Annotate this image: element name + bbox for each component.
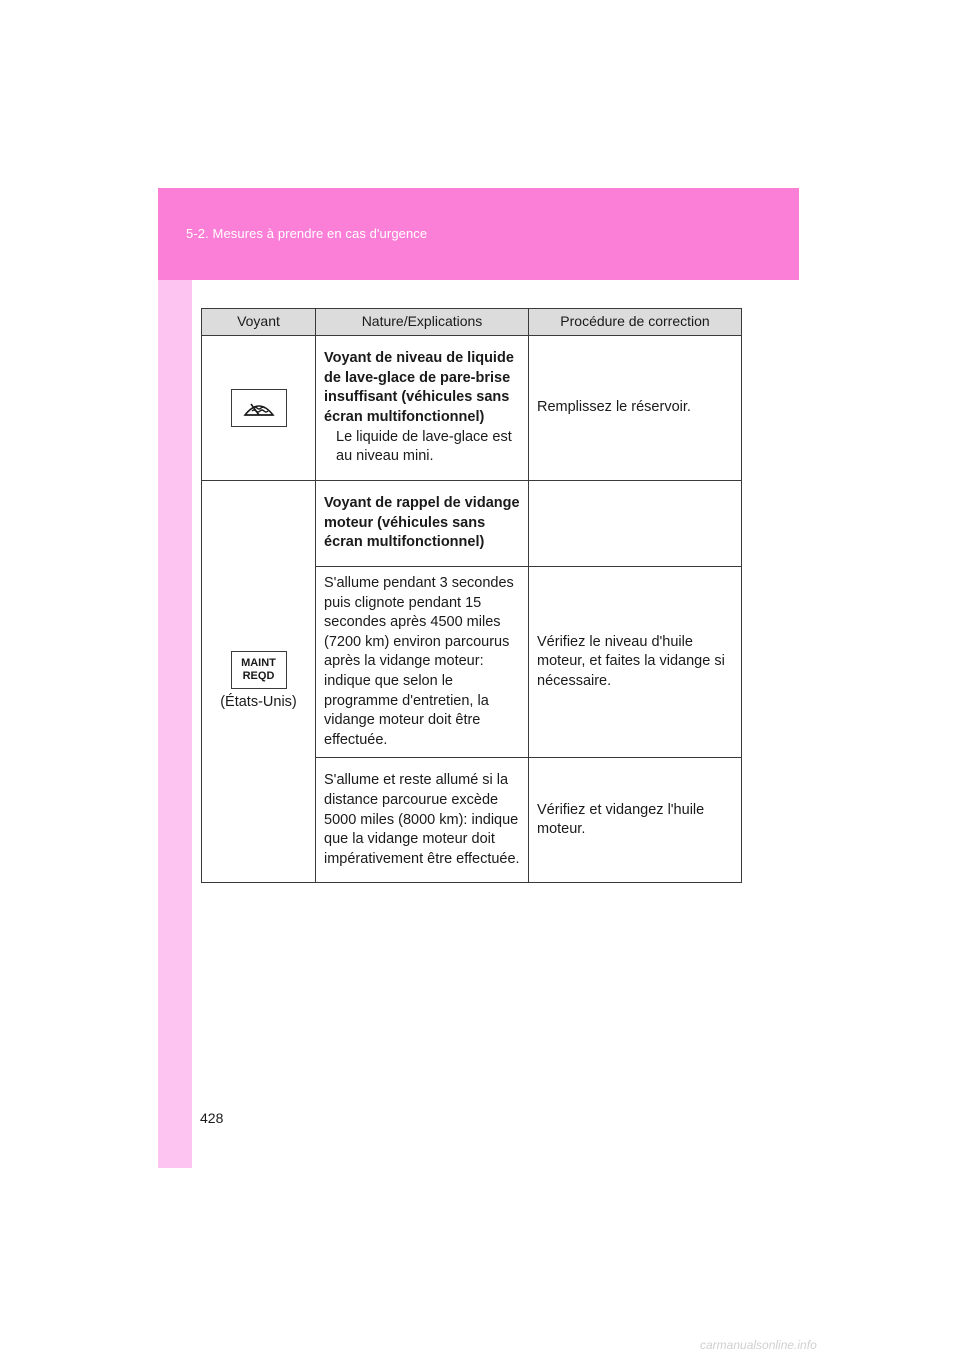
indicator-table — [201, 308, 742, 883]
maintenance-explanation-1: S'allume pendant 3 secondes puis clignote pendant 15 secondes après 4500 miles (7200 km) environ parcourus après la vidange moteur: indique que selon le programme d'entretien, la vidange moteur doit être effectuée. — [316, 567, 529, 758]
maintenance-title-empty-cell — [529, 481, 742, 567]
footer-watermark: carmanualsonline.info — [700, 1338, 817, 1352]
region-label: (États-Unis) — [220, 693, 297, 710]
washer-fluid-icon — [231, 389, 287, 427]
table-row — [202, 481, 742, 567]
maint-icon-line1: MAINT — [241, 656, 276, 669]
column-header-nature: Nature/Explications — [316, 309, 529, 336]
washer-icon-cell — [202, 336, 316, 481]
washer-explanation-cell — [316, 336, 529, 481]
washer-explanation: Le liquide de lave-glace est au niveau mini. — [336, 428, 512, 465]
maintenance-title: Voyant de rappel de vidange moteur (véhicules sans écran multifonctionnel) — [316, 481, 529, 567]
table-header-row — [202, 309, 742, 336]
maint-icon-line2: REQD — [242, 669, 275, 682]
washer-correction: Remplissez le réservoir. — [529, 336, 742, 481]
maint-reqd-icon — [231, 651, 287, 689]
washer-title: Voyant de niveau de liquide de lave-glace de pare-brise insuffisant (véhicules sans écran multifonctionnel) — [324, 350, 514, 425]
section-title: 5-2. Mesures à prendre en cas d'urgence — [186, 226, 428, 241]
maintenance-icon-cell — [202, 481, 316, 883]
column-header-voyant: Voyant — [202, 309, 316, 336]
maintenance-correction-2: Vérifiez et vidangez l'huile moteur. — [529, 758, 742, 883]
page-number: 428 — [200, 1110, 224, 1126]
maintenance-correction-1: Vérifiez le niveau d'huile moteur, et faites la vidange si nécessaire. — [529, 567, 742, 758]
maintenance-explanation-2: S'allume et reste allumé si la distance parcourue excède 5000 miles (8000 km): indique que la vidange moteur doit impérativement être effectuée. — [316, 758, 529, 883]
side-strip — [158, 280, 192, 1168]
column-header-procedure: Procédure de correction — [529, 309, 742, 336]
table-row — [202, 336, 742, 481]
